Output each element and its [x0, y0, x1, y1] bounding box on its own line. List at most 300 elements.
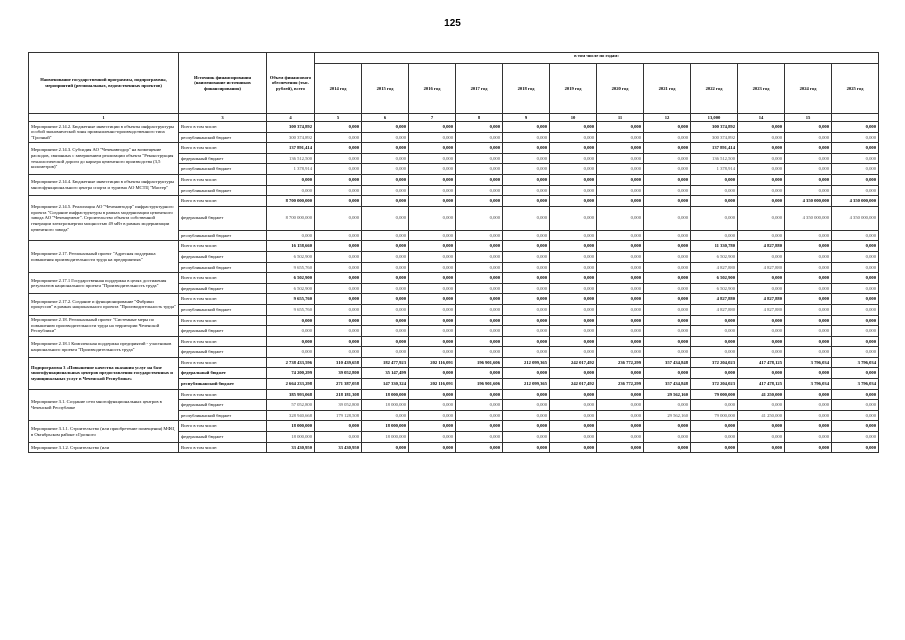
row-value: 0,000: [315, 294, 362, 305]
header-years-caption: в том числе по годам:: [315, 53, 879, 64]
row-value: 310 439,658: [315, 357, 362, 368]
row-value: 6 502,900: [691, 283, 738, 294]
row-value: 0,000: [503, 206, 550, 230]
row-value: 0,000: [785, 132, 832, 143]
row-source: Всего в том числе:: [179, 421, 267, 432]
row-value: 212 099,365: [503, 379, 550, 390]
row-value: 0,000: [409, 400, 456, 411]
row-value: 0,000: [785, 336, 832, 347]
row-value: 4 827,880: [738, 304, 785, 315]
row-value: 4 827,880: [738, 294, 785, 305]
row-value: 79 000,000: [691, 410, 738, 421]
row-value: 0,000: [597, 164, 644, 175]
row-value: 0,000: [409, 304, 456, 315]
row-value: 0,000: [456, 315, 503, 326]
row-value: 0,000: [267, 174, 315, 185]
row-value: 0,000: [597, 336, 644, 347]
row-value: 8 700 000,000: [267, 196, 315, 207]
row-value: 0,000: [315, 262, 362, 273]
row-value: 147 330,324: [362, 379, 409, 390]
row-value: 0,000: [550, 336, 597, 347]
row-value: 0,000: [409, 389, 456, 400]
row-value: 0,000: [597, 389, 644, 400]
row-value: 0,000: [456, 251, 503, 262]
header-name: Наименование государственной программы, подпрограммы, мероприятий (региональных, ведомственных проектов): [29, 53, 179, 114]
row-value: 0,000: [503, 185, 550, 196]
row-value: 11 330,780: [691, 241, 738, 252]
row-value: 0,000: [550, 164, 597, 175]
row-value: 0,000: [738, 400, 785, 411]
row-value: 137 891,414: [691, 143, 738, 154]
row-source: республиканский бюджет: [179, 262, 267, 273]
header-year: 2018 год: [503, 64, 550, 114]
row-value: 57 052,800: [267, 400, 315, 411]
table-row: [29, 389, 879, 400]
row-value: 0,000: [409, 153, 456, 164]
row-value: 0,000: [738, 283, 785, 294]
row-value: 0,000: [785, 251, 832, 262]
row-value: 0,000: [597, 304, 644, 315]
row-value: 0,000: [597, 132, 644, 143]
row-value: 218 181,308: [315, 389, 362, 400]
row-value: 0,000: [597, 143, 644, 154]
row-value: 0,000: [597, 347, 644, 358]
row-value: 0,000: [691, 347, 738, 358]
row-value: 0,000: [456, 368, 503, 379]
row-value: 0,000: [503, 442, 550, 453]
row-value: 0,000: [738, 206, 785, 230]
row-value: 0,000: [597, 122, 644, 133]
row-value: 300 374,892: [267, 132, 315, 143]
row-value: 0,000: [362, 262, 409, 273]
row-value: 0,000: [550, 304, 597, 315]
row-value: 0,000: [456, 164, 503, 175]
header-index-cell: 7: [409, 114, 456, 122]
header-index-cell: 10: [550, 114, 597, 122]
row-value: 0,000: [785, 442, 832, 453]
row-value: 0,000: [785, 185, 832, 196]
row-value: 0,000: [456, 206, 503, 230]
row-value: 0,000: [691, 174, 738, 185]
row-value: 0,000: [644, 153, 691, 164]
row-value: 0,000: [409, 273, 456, 284]
row-value: 0,000: [409, 368, 456, 379]
row-value: 0,000: [362, 294, 409, 305]
row-value: 0,000: [362, 336, 409, 347]
row-value: 0,000: [785, 410, 832, 421]
row-value: 0,000: [503, 368, 550, 379]
row-value: 0,000: [832, 336, 879, 347]
row-source: Всего в том числе:: [179, 122, 267, 133]
row-value: 0,000: [456, 432, 503, 443]
row-name: Подпрограмма 3 «Повышение качества оказания услуг на базе многофункциональных центров предоставления государственных и муниципальных услуг в Чеченской Республике»: [29, 357, 179, 389]
row-value: 0,000: [785, 400, 832, 411]
row-value: 0,000: [738, 122, 785, 133]
row-value: 236 772,299: [597, 379, 644, 390]
row-value: 0,000: [644, 262, 691, 273]
row-value: 0,000: [315, 153, 362, 164]
row-value: 0,000: [315, 251, 362, 262]
row-name: Мероприятие 2.18. Региональный проект "Системные меры по повышению производительности труда на территории Чеченской Республики": [29, 315, 179, 336]
row-value: 4 827,880: [691, 294, 738, 305]
row-value: 0,000: [315, 336, 362, 347]
row-value: 0,000: [550, 410, 597, 421]
row-value: 0,000: [597, 294, 644, 305]
row-value: 0,000: [503, 262, 550, 273]
row-value: 0,000: [409, 196, 456, 207]
row-value: 0,000: [409, 251, 456, 262]
row-value: 0,000: [315, 315, 362, 326]
row-value: 0,000: [597, 251, 644, 262]
row-value: 0,000: [785, 368, 832, 379]
row-value: 0,000: [644, 400, 691, 411]
row-value: 0,000: [738, 143, 785, 154]
row-value: 0,000: [362, 185, 409, 196]
row-value: 0,000: [832, 347, 879, 358]
row-value: 0,000: [503, 421, 550, 432]
table-row: [29, 336, 879, 347]
row-value: 0,000: [597, 315, 644, 326]
row-value: 0,000: [409, 421, 456, 432]
row-value: 0,000: [409, 185, 456, 196]
row-value: 372 204,023: [691, 357, 738, 368]
row-source: Всего в том числе:: [179, 273, 267, 284]
row-value: 0,000: [503, 315, 550, 326]
row-name: Мероприятие 2.14.3. Субсидия АО "Чеченавтодор" на возмещение расходов, связанных с завершением реализации объекта "Реконструкция технологической дороги до карьера цементного производства (3,5 километров)": [29, 143, 179, 175]
row-value: 0,000: [832, 262, 879, 273]
row-value: 0,000: [503, 174, 550, 185]
row-value: 0,000: [832, 432, 879, 443]
row-value: 0,000: [644, 326, 691, 337]
row-value: 0,000: [362, 241, 409, 252]
header-year: 2020 год: [597, 64, 644, 114]
row-value: 0,000: [644, 432, 691, 443]
row-value: 0,000: [785, 143, 832, 154]
row-value: 0,000: [785, 421, 832, 432]
row-value: 0,000: [456, 262, 503, 273]
row-value: 18 000,000: [362, 389, 409, 400]
row-value: 0,000: [644, 421, 691, 432]
row-value: 0,000: [738, 174, 785, 185]
row-value: 0,000: [785, 164, 832, 175]
row-value: 0,000: [691, 336, 738, 347]
header-index-cell: 15: [785, 114, 832, 122]
row-value: 0,000: [832, 230, 879, 241]
row-value: 0,000: [644, 368, 691, 379]
row-value: 0,000: [315, 421, 362, 432]
row-value: 0,000: [267, 315, 315, 326]
row-value: 417 478,125: [738, 357, 785, 368]
row-value: 0,000: [409, 206, 456, 230]
row-value: 0,000: [503, 251, 550, 262]
row-value: 0,000: [785, 389, 832, 400]
row-value: 0,000: [409, 432, 456, 443]
header-year: 2015 год: [362, 64, 409, 114]
row-value: 0,000: [644, 206, 691, 230]
row-source: Всего в том числе:: [179, 315, 267, 326]
row-value: 39 052,800: [315, 368, 362, 379]
row-value: 0,000: [832, 326, 879, 337]
row-value: 0,000: [832, 400, 879, 411]
row-value: 137 891,414: [267, 143, 315, 154]
row-value: 3 796,034: [785, 357, 832, 368]
row-name: Мероприятие 2.17.1 Государственная поддержка в целях достижения результатов национального проекта "Производительность труда": [29, 273, 179, 294]
header-volume: Объем финансового обеспечения (тыс. рублей), всего: [267, 53, 315, 114]
row-value: 0,000: [315, 283, 362, 294]
row-source: республиканский бюджет: [179, 379, 267, 390]
row-value: 0,000: [503, 347, 550, 358]
header-year: 2017 год: [456, 64, 503, 114]
row-value: 0,000: [362, 122, 409, 133]
row-value: 0,000: [644, 241, 691, 252]
row-value: 0,000: [362, 251, 409, 262]
row-source: федеральный бюджет: [179, 283, 267, 294]
row-value: 0,000: [597, 400, 644, 411]
row-value: 0,000: [456, 304, 503, 315]
row-value: 0,000: [644, 251, 691, 262]
table-row: [29, 357, 879, 368]
row-name: Мероприятие 2.14.5. Реализация АО "Чеченавтодор" инфраструктурного проекта "Создание инфраструктуры в рамках модернизации цементного завода АО "Чеченцемент". Строительство объекта собственной генерации электроэнергии мощностью 49 мВт в рамках модернизации цементного завода": [29, 196, 179, 241]
row-value: 0,000: [597, 185, 644, 196]
row-value: 196 901,606: [456, 357, 503, 368]
header-index-cell: 11: [597, 114, 644, 122]
row-value: 136 512,500: [267, 153, 315, 164]
row-source: республиканский бюджет: [179, 410, 267, 421]
row-value: 0,000: [644, 304, 691, 315]
row-value: 0,000: [691, 400, 738, 411]
row-value: 202 116,091: [409, 357, 456, 368]
row-value: 0,000: [597, 262, 644, 273]
row-value: 33 430,950: [267, 442, 315, 453]
row-name: Мероприятие 3.1.1. Строительство (или приобретение помещения) МФЦ в Октябрьском районе г.Грозного: [29, 421, 179, 442]
row-value: 0,000: [644, 196, 691, 207]
row-value: 0,000: [832, 174, 879, 185]
row-value: 4 350 000,000: [785, 196, 832, 207]
row-value: 0,000: [738, 347, 785, 358]
row-value: 18 000,000: [267, 432, 315, 443]
header-index-cell: 12: [644, 114, 691, 122]
row-source: Всего в том числе:: [179, 389, 267, 400]
row-value: 179 128,508: [315, 410, 362, 421]
row-value: 0,000: [550, 273, 597, 284]
row-value: 0,000: [644, 164, 691, 175]
row-value: 0,000: [832, 143, 879, 154]
row-value: 0,000: [456, 326, 503, 337]
row-value: 0,000: [315, 273, 362, 284]
row-value: 0,000: [362, 230, 409, 241]
row-value: 0,000: [785, 241, 832, 252]
row-value: 0,000: [832, 273, 879, 284]
row-value: 0,000: [597, 206, 644, 230]
row-value: 0,000: [456, 283, 503, 294]
row-value: 0,000: [597, 432, 644, 443]
row-name: Мероприятие 2.14.4. Бюджетные инвестиции в объекты инфраструктуры многофункционального центра спорта и туризма АО МСТЦ "Мастер": [29, 174, 179, 195]
row-value: 0,000: [503, 283, 550, 294]
row-value: 0,000: [597, 174, 644, 185]
header-year: 2016 год: [409, 64, 456, 114]
row-value: 0,000: [832, 185, 879, 196]
row-source: федеральный бюджет: [179, 326, 267, 337]
row-value: 0,000: [267, 347, 315, 358]
row-value: 18 000,000: [362, 421, 409, 432]
row-value: 0,000: [409, 326, 456, 337]
row-value: 4 350 000,000: [832, 206, 879, 230]
row-value: 0,000: [785, 315, 832, 326]
row-source: республиканский бюджет: [179, 304, 267, 315]
row-value: 357 434,848: [644, 379, 691, 390]
row-value: 0,000: [456, 132, 503, 143]
row-value: 0,000: [315, 174, 362, 185]
row-value: 33 430,950: [315, 442, 362, 453]
row-source: федеральный бюджет: [179, 432, 267, 443]
row-value: 0,000: [738, 164, 785, 175]
row-value: 0,000: [691, 206, 738, 230]
row-value: 0,000: [315, 432, 362, 443]
row-value: 0,000: [597, 196, 644, 207]
row-name: Мероприятие 3.1. Создание сети многофункциональных центров в Чеченской Республике: [29, 389, 179, 421]
row-value: 0,000: [832, 304, 879, 315]
row-value: 0,000: [644, 442, 691, 453]
row-value: 0,000: [315, 132, 362, 143]
row-value: 0,000: [738, 132, 785, 143]
row-value: 0,000: [456, 400, 503, 411]
row-value: 0,000: [315, 122, 362, 133]
row-value: 0,000: [409, 164, 456, 175]
row-name: Мероприятие 3.1.2. Строительство (или: [29, 442, 179, 453]
row-value: 212 099,365: [503, 357, 550, 368]
row-value: 0,000: [550, 196, 597, 207]
row-value: 0,000: [738, 432, 785, 443]
table-row: [29, 122, 879, 133]
page-number: 125: [444, 18, 461, 29]
row-value: 0,000: [315, 206, 362, 230]
row-value: 6 502,900: [691, 251, 738, 262]
header-year: 2024 год: [785, 64, 832, 114]
row-value: 6 502,900: [267, 283, 315, 294]
row-value: 4 827,880: [738, 262, 785, 273]
row-value: 0,000: [738, 273, 785, 284]
row-value: 0,000: [597, 283, 644, 294]
row-value: 0,000: [267, 326, 315, 337]
row-value: 0,000: [644, 185, 691, 196]
row-value: 202 116,091: [409, 379, 456, 390]
row-value: 0,000: [832, 164, 879, 175]
row-value: 1 378,914: [267, 164, 315, 175]
row-source: Всего в том числе:: [179, 196, 267, 207]
row-value: 0,000: [503, 304, 550, 315]
row-value: 0,000: [315, 143, 362, 154]
row-value: 0,000: [550, 400, 597, 411]
row-value: 0,000: [362, 206, 409, 230]
row-value: 0,000: [785, 347, 832, 358]
row-value: 0,000: [691, 432, 738, 443]
row-value: 0,000: [644, 315, 691, 326]
row-value: 0,000: [409, 347, 456, 358]
row-value: 0,000: [267, 185, 315, 196]
row-value: 0,000: [644, 294, 691, 305]
row-value: 6 502,900: [691, 273, 738, 284]
row-value: 4 827,880: [738, 241, 785, 252]
row-value: 0,000: [832, 251, 879, 262]
row-value: 0,000: [550, 132, 597, 143]
row-value: 4 350 000,000: [785, 206, 832, 230]
row-value: 0,000: [597, 368, 644, 379]
row-value: 0,000: [832, 241, 879, 252]
row-value: 0,000: [362, 196, 409, 207]
header-index-cell: 9: [503, 114, 550, 122]
row-value: 0,000: [503, 143, 550, 154]
row-value: 2 664 233,298: [267, 379, 315, 390]
row-value: 0,000: [785, 432, 832, 443]
row-value: 0,000: [409, 230, 456, 241]
row-value: 0,000: [738, 326, 785, 337]
row-value: 0,000: [409, 336, 456, 347]
row-value: 0,000: [832, 132, 879, 143]
row-value: 372 204,023: [691, 379, 738, 390]
row-value: 0,000: [644, 273, 691, 284]
row-value: 0,000: [267, 336, 315, 347]
table-row: [29, 315, 879, 326]
row-value: 0,000: [832, 153, 879, 164]
row-value: 0,000: [503, 122, 550, 133]
row-value: 196 901,606: [456, 379, 503, 390]
row-value: 0,000: [832, 368, 879, 379]
row-value: 0,000: [409, 122, 456, 133]
row-value: 0,000: [738, 185, 785, 196]
row-value: 39 052,800: [315, 400, 362, 411]
row-value: 0,000: [738, 315, 785, 326]
row-value: 0,000: [785, 283, 832, 294]
row-value: 0,000: [315, 185, 362, 196]
header-year: 2023 год: [738, 64, 785, 114]
row-value: 0,000: [409, 283, 456, 294]
row-value: 0,000: [456, 273, 503, 284]
row-value: 0,000: [550, 442, 597, 453]
table-row: [29, 273, 879, 284]
row-value: 0,000: [644, 143, 691, 154]
row-value: 4 350 000,000: [832, 196, 879, 207]
row-value: 242 017,492: [550, 357, 597, 368]
header-index-cell: 1: [29, 114, 179, 122]
row-value: 328 940,668: [267, 410, 315, 421]
row-value: 0,000: [550, 347, 597, 358]
row-value: 0,000: [832, 283, 879, 294]
row-source: федеральный бюджет: [179, 400, 267, 411]
row-value: 6 502,900: [267, 273, 315, 284]
header-index-cell: 8: [456, 114, 503, 122]
row-value: 0,000: [738, 336, 785, 347]
row-source: Всего в том числе:: [179, 241, 267, 252]
row-value: 0,000: [503, 294, 550, 305]
row-name: Мероприятие 2.18.1 Комплексная поддержка предприятий - участников национального проекта "Производительность труда": [29, 336, 179, 357]
row-value: 0,000: [644, 122, 691, 133]
row-value: 2 738 433,596: [267, 357, 315, 368]
row-value: 18 000,000: [362, 432, 409, 443]
row-value: 0,000: [691, 368, 738, 379]
row-value: 385 993,068: [267, 389, 315, 400]
row-value: 0,000: [785, 294, 832, 305]
header-index-cell: 6: [362, 114, 409, 122]
row-value: 0,000: [456, 421, 503, 432]
row-value: 0,000: [362, 326, 409, 337]
row-value: 41 250,000: [738, 389, 785, 400]
row-value: 0,000: [550, 421, 597, 432]
row-value: 300 374,892: [691, 122, 738, 133]
row-value: 0,000: [832, 294, 879, 305]
row-value: 0,000: [550, 174, 597, 185]
row-value: 236 772,299: [597, 357, 644, 368]
row-value: 0,000: [550, 153, 597, 164]
